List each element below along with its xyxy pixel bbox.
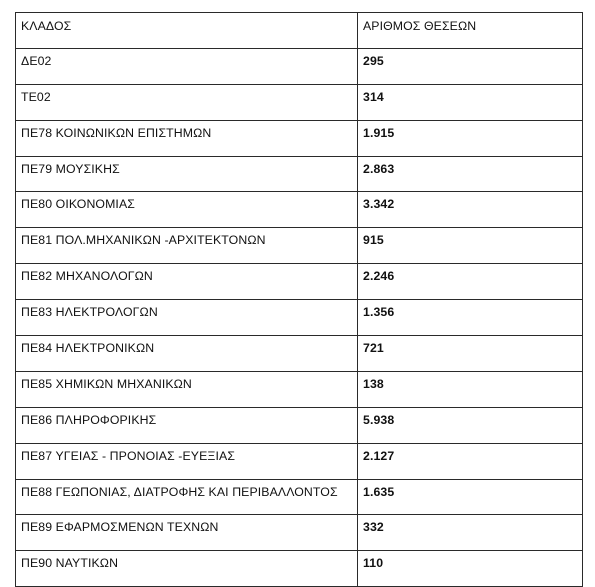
positions-count: 2.246 bbox=[363, 269, 395, 284]
specialty-name: ΠΕ81 ΠΟΛ.ΜΗΧΑΝΙΚΩΝ -ΑΡΧΙΤΕΚΤΟΝΩΝ bbox=[21, 233, 266, 248]
specialty-name: ΠΕ79 ΜΟΥΣΙΚΗΣ bbox=[21, 161, 120, 176]
table-row bbox=[16, 515, 583, 551]
specialty-name: ΠΕ82 ΜΗΧΑΝΟΛΟΓΩΝ bbox=[21, 269, 153, 284]
header-positions-label: ΑΡΙΘΜΟΣ ΘΕΣΕΩΝ bbox=[363, 19, 477, 33]
specialty-cell bbox=[16, 479, 358, 515]
positions-cell bbox=[358, 300, 583, 336]
positions-count: 295 bbox=[363, 53, 384, 68]
positions-count: 1.356 bbox=[363, 305, 395, 320]
specialty-name: ΠΕ78 ΚΟΙΝΩΝΙΚΩΝ ΕΠΙΣΤΗΜΩΝ bbox=[21, 125, 212, 140]
positions-cell bbox=[358, 407, 583, 443]
specialty-name: ΠΕ89 ΕΦΑΡΜΟΣΜΕΝΩΝ ΤΕΧΝΩΝ bbox=[21, 520, 219, 535]
positions-count: 1.635 bbox=[363, 484, 395, 499]
header-specialty-label: ΚΛΑΔΟΣ bbox=[21, 19, 72, 33]
header-cell-positions bbox=[358, 13, 583, 49]
table-row bbox=[16, 300, 583, 336]
positions-count: 3.342 bbox=[363, 197, 395, 212]
specialty-cell bbox=[16, 551, 358, 587]
positions-count: 915 bbox=[363, 233, 384, 248]
positions-cell bbox=[358, 156, 583, 192]
specialty-name: ΠΕ80 ΟΙΚΟΝΟΜΙΑΣ bbox=[21, 197, 135, 212]
positions-count: 314 bbox=[363, 89, 384, 104]
table-row bbox=[16, 156, 583, 192]
positions-cell bbox=[358, 336, 583, 372]
positions-cell bbox=[358, 84, 583, 120]
table-header-row bbox=[16, 13, 583, 49]
table-row bbox=[16, 336, 583, 372]
table-row bbox=[16, 371, 583, 407]
positions-table bbox=[15, 12, 583, 587]
positions-cell bbox=[358, 228, 583, 264]
specialty-cell bbox=[16, 228, 358, 264]
table-row bbox=[16, 551, 583, 587]
specialty-name: ΠΕ83 ΗΛΕΚΤΡΟΛΟΓΩΝ bbox=[21, 305, 158, 320]
specialty-cell bbox=[16, 407, 358, 443]
positions-cell bbox=[358, 48, 583, 84]
positions-count: 2.863 bbox=[363, 161, 395, 176]
table-row bbox=[16, 48, 583, 84]
positions-cell bbox=[358, 515, 583, 551]
positions-count: 1.915 bbox=[363, 125, 395, 140]
table-row bbox=[16, 443, 583, 479]
specialty-cell bbox=[16, 371, 358, 407]
positions-count: 332 bbox=[363, 520, 384, 535]
header-cell-specialty bbox=[16, 13, 358, 49]
positions-cell bbox=[358, 371, 583, 407]
specialty-name: ΠΕ86 ΠΛΗΡΟΦΟΡΙΚΗΣ bbox=[21, 412, 157, 427]
table-row bbox=[16, 120, 583, 156]
specialty-cell bbox=[16, 336, 358, 372]
positions-cell bbox=[358, 264, 583, 300]
specialty-cell bbox=[16, 84, 358, 120]
specialty-cell bbox=[16, 192, 358, 228]
positions-table-body bbox=[16, 13, 583, 587]
table-row bbox=[16, 84, 583, 120]
specialty-name: ΔΕ02 bbox=[21, 53, 52, 68]
specialty-name: ΠΕ87 ΥΓΕΙΑΣ - ΠΡΟΝΟΙΑΣ -ΕΥΕΞΙΑΣ bbox=[21, 448, 236, 463]
specialty-name: ΠΕ88 ΓΕΩΠΟΝΙΑΣ, ΔΙΑΤΡΟΦΗΣ ΚΑΙ ΠΕΡΙΒΑΛΛΟΝΤΟΣ bbox=[21, 484, 338, 499]
positions-count: 110 bbox=[363, 556, 384, 571]
positions-count: 5.938 bbox=[363, 412, 395, 427]
specialty-cell bbox=[16, 443, 358, 479]
table-row bbox=[16, 228, 583, 264]
table-row bbox=[16, 264, 583, 300]
positions-count: 138 bbox=[363, 376, 384, 391]
positions-cell bbox=[358, 192, 583, 228]
positions-cell bbox=[358, 479, 583, 515]
table-row bbox=[16, 479, 583, 515]
specialty-cell bbox=[16, 156, 358, 192]
positions-cell bbox=[358, 443, 583, 479]
specialty-name: ΠΕ85 ΧΗΜΙΚΩΝ ΜΗΧΑΝΙΚΩΝ bbox=[21, 376, 192, 391]
positions-cell bbox=[358, 551, 583, 587]
positions-count: 721 bbox=[363, 341, 384, 356]
table-row bbox=[16, 407, 583, 443]
table-row bbox=[16, 192, 583, 228]
specialty-name: ΠΕ90 ΝΑΥΤΙΚΩΝ bbox=[21, 556, 119, 571]
specialty-cell bbox=[16, 120, 358, 156]
specialty-cell bbox=[16, 264, 358, 300]
specialty-name: ΠΕ84 ΗΛΕΚΤΡΟΝΙΚΩΝ bbox=[21, 341, 155, 356]
positions-count: 2.127 bbox=[363, 448, 395, 463]
specialty-cell bbox=[16, 300, 358, 336]
specialty-cell bbox=[16, 48, 358, 84]
positions-cell bbox=[358, 120, 583, 156]
specialty-cell bbox=[16, 515, 358, 551]
specialty-name: ΤΕ02 bbox=[21, 89, 51, 104]
